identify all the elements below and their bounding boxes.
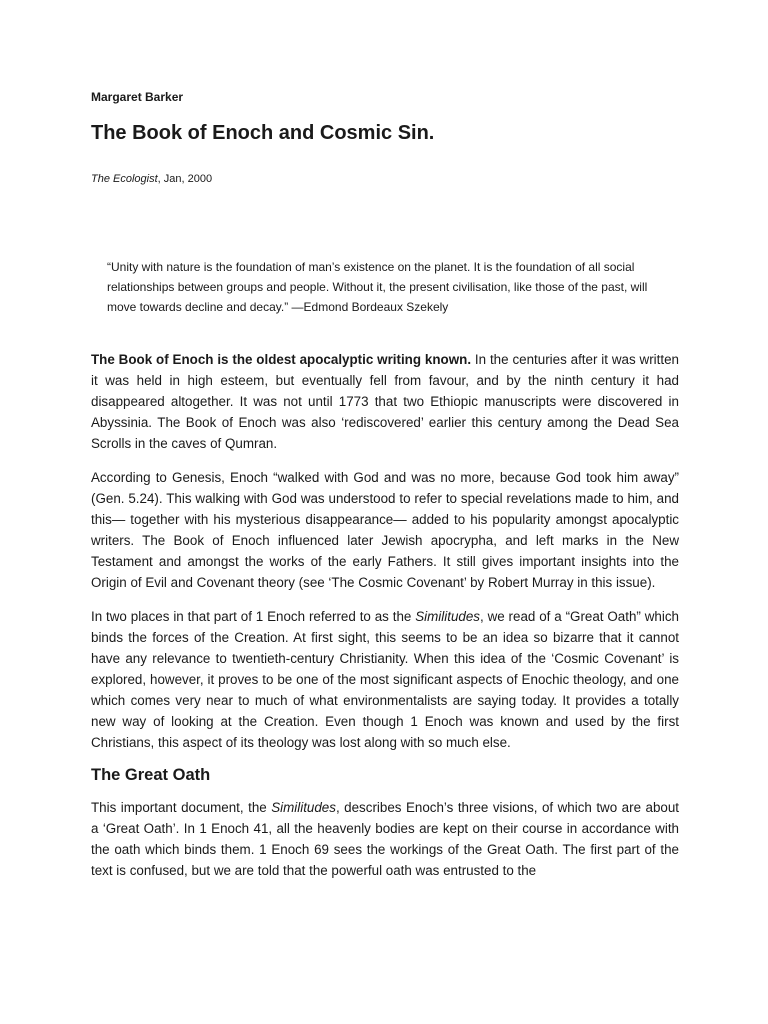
section-heading: The Great Oath	[91, 766, 211, 784]
paragraph-great-oath-part-a: This important document, the	[91, 800, 272, 815]
paragraph-similitudes	[91, 606, 679, 753]
paragraph-similitudes-part-b: , we read of a “Great Oath” which binds the forces of the Creation. At first sight, this seems to be an idea so bizarre that it cannot have any relevance to twentieth-century Christianity. When this idea of the ‘Cosmic Covenant’ is explored, however, it proves to be one of the most significant aspects of Enochic theology, and one which comes very near to much of what environmentalists are saying today. It provides a totally new way of looking at the Creation. Even though 1 Enoch was known and used by the first Christians, this aspect of its theology was lost along with so much else.	[91, 609, 679, 750]
similitudes-term-2: Similitudes	[271, 800, 336, 815]
paragraph-intro-lead: The Book of Enoch is the oldest apocalyptic writing known.	[91, 352, 472, 367]
paragraph-similitudes-part-a: In two places in that part of 1 Enoch referred to as the	[91, 609, 416, 624]
source-date: , Jan, 2000	[157, 173, 213, 185]
paragraph-great-oath-part-b: , describes Enoch’s three visions, of which two are about a ‘Great Oath’. In 1 Enoch 41, all the heavenly bodies are kept on their course in accordance with the oath which binds them. 1 Enoch 69 sees the workings of the Great Oath. The first part of the text is confused, but we are told that the powerful oath was entrusted to the	[91, 800, 680, 878]
similitudes-term: Similitudes	[415, 609, 480, 624]
paragraph-intro-rest: In the centuries after it was written it was held in high esteem, but eventually fell from favour, and by the ninth century it had disappeared altogether. It was not until 1773 that two Ethiopic manuscripts were discovered in Abyssinia. The Book of Enoch was also ‘rediscovered’ earlier this century among the Dead Sea Scrolls in the caves of Qumran.	[91, 352, 679, 451]
epigraph-quote: “Unity with nature is the foundation of man’s existence on the planet. It is the foundation of all social relationships between groups and people. Without it, the present civilisation, like those of the past, will move towards decline and decay.” —Edmond Bordeaux Szekely	[107, 260, 648, 314]
paragraph-intro	[91, 349, 679, 454]
source-line	[91, 173, 212, 185]
article-body	[91, 349, 679, 894]
article-title: The Book of Enoch and Cosmic Sin.	[91, 122, 435, 144]
author-name: Margaret Barker	[91, 90, 184, 104]
paragraph-great-oath	[91, 797, 679, 881]
source-publication: The Ecologist	[91, 173, 158, 185]
paragraph-genesis: According to Genesis, Enoch “walked with God and was no more, because God took him away” (Gen. 5.24). This walking with God was understood to refer to special revelations made to him, and this— together with his mysterious disappearance— added to his popularity amongst apocalyptic writers. The Book of Enoch influenced later Jewish apocrypha, and left marks in the New Testament and amongst the works of the early Fathers. It still gives important insights into the Origin of Evil and Covenant theory (see ‘The Cosmic Covenant’ by Robert Murray in this issue).	[91, 470, 679, 590]
